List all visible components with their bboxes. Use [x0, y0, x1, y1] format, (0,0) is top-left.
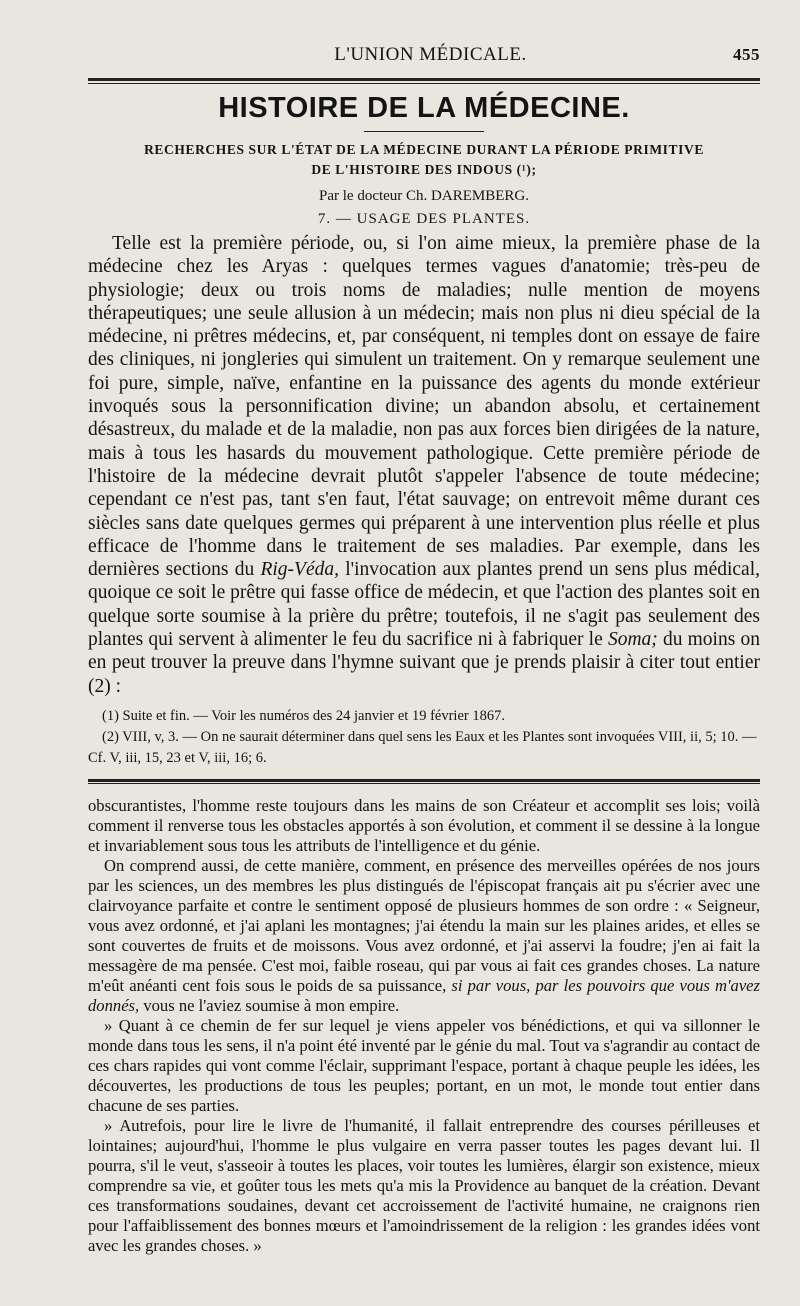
main-paragraph [88, 232, 760, 698]
article-author: Par le docteur Ch. DAREMBERG. [319, 188, 529, 204]
feuilleton-text [88, 796, 760, 1256]
body-italic-soma: Soma; [607, 629, 658, 651]
footnotes [88, 706, 760, 769]
running-head [88, 44, 760, 66]
page-number: 455 [733, 45, 760, 64]
feuilleton-rule [88, 779, 760, 784]
section-heading: 7. — USAGE DES PLANTES. [317, 211, 531, 227]
body-part-1: Telle est la première période, ou, si l'on aime mieux, la première phase de la médecine chez les Aryas : quelques termes vagues d'anatomie; très-peu de physiologie; deux ou trois noms de maladies; nulle mention de moyens thérapeutiques; une seule allusion à un médecin; mais non plus ni dieu spécial de la médecine, ni prêtres médecins, et, par conséquent, ni temples dont on essaye de faire des cliniques, ni jongleries qui simulent un traitement. On y remarque seulement une foi pure, simple, naïve, enfantine en la puissance des agents du monde extérieur invoqués sous la personnification divine; un abandon absolu, et certainement désastreux, du malade et de la maladie, non pas aux forces bien dirigées de la nature, mais à tous les hasards du mouvement pathologique. Cette première période de l'histoire de la médecine devrait plutôt s'appeler l'absence de toute médecine; cependant ce n'est pas, tant s'en faut, l'état sauvage; on entrevoit même durant ces siècles sans date quelques germes qui préparent à une intervention plus réelle et plus efficace de l'homme dans le traitement de ses maladies. Par exemple, dans les dernières sections du [88, 233, 760, 581]
footnote-1: (1) Suite et fin. — Voir les numéros des 24 janvier et 19 février 1867. [102, 707, 505, 724]
title-rule [364, 131, 484, 132]
continued-paragraph-1: obscurantistes, l'homme reste toujours dans les mains de son Créateur et accomplit ses lois; voilà comment il renverse tous les obstacles apportés à son évolution, et comment il se dessine à la longue et invariablement sous tous les attributs de l'intelligence et du génie. [88, 795, 760, 855]
continued-p2-b: vous ne l'aviez soumise à mon empire. [139, 995, 400, 1015]
continued-p2-italic: si par vous, par les pouvoirs que vous m'avez donnés, [88, 975, 761, 1015]
body-part-2: l'invocation aux plantes prend un sens plus médical, quoique ce soit le prêtre qui fasse office de médecin, et que l'action des plantes soit en quelque sorte soumise à la prière du prêtre; toutefois, il ne s'agit pas seulement des plantes qui servent à alimenter le feu du sacrifice ni à fabriquer le [88, 559, 760, 651]
continued-paragraph-2 [88, 856, 760, 1016]
header-rule [88, 78, 760, 84]
continued-p2-a: On comprend aussi, de cette manière, comment, en présence des merveilles opérées de nos jours par les sciences, un des membres les plus distingués de l'épiscopat français ait pu s'écrier avec une clairvoyance parfaite et contre le sentiment opposé de plusieurs hommes de son ordre : « Seigneur, vous avez ordonné, et j'ai aplani les montagnes; j'ai étendu la main sur les plaines arides, et elles se sont couvertes de fruits et de moissons. Vous avez ordonné, et j'ai asservi la foudre; j'en ai fait la messagère de ma pensée. C'est moi, faible roseau, qui par vous ai fait ces grandes choses. La nature m'eût anéanti cent fois sous le poids de sa puissance, [88, 855, 760, 995]
body-part-3: du moins on en peut trouver la preuve dans l'hymne suivant que je prends plaisir à citer tout entier (2) : [88, 629, 760, 697]
running-title: L'UNION MÉDICALE. [334, 44, 527, 65]
article-subtitle [88, 140, 760, 180]
body-italic-rig-veda: Rig-Véda, [260, 559, 339, 581]
footnote-2: (2) VIII, v, 3. — On ne saurait déterminer dans quel sens les Eaux et les Plantes sont invoquées VIII, ii, 5; 10. — Cf. V, iii, 15, 23 et V, iii, 16; 6. [88, 728, 757, 766]
continued-paragraph-3: » Quant à ce chemin de fer sur lequel je viens appeler vos bénédictions, et qui va sillonner le monde dans tous les sens, il n'a point été inventé par le génie du mal. Tout va s'agrandir au contact de ces chars rapides qui vont comme l'éclair, supprimant l'espace, portant à chaque peuple les idées, les découvertes, les productions de tous les peuples; portant, en un mot, le monde tout entier dans chacune de ses parties. [88, 1015, 760, 1115]
article-title: HISTOIRE DE LA MÉDECINE. [218, 92, 630, 124]
subtitle-line-1: RECHERCHES SUR L'ÉTAT DE LA MÉDECINE DURANT LA PÉRIODE PRIMITIVE [144, 142, 704, 157]
subtitle-line-2: DE L'HISTOIRE DES INDOUS (¹); [311, 162, 537, 177]
continued-paragraph-4: » Autrefois, pour lire le livre de l'humanité, il fallait entreprendre des courses périlleuses et lointaines; aujourd'hui, l'homme le plus vulgaire en verra passer toutes les pages devant lui. Il pourra, s'il le veut, s'asseoir à toutes les places, voir toutes les lumières, élargir son existence, mieux comprendre sa vie, et goûter tous les mets qu'a mis la Providence au banquet de la création. Devant ces transformations soudaines, devant cet accroissement de l'activité humaine, ne craignons rien pour l'affaiblissement des bonnes mœurs et l'amoindrissement de la religion : les grandes idées vont avec les grandes choses. » [88, 1115, 760, 1255]
